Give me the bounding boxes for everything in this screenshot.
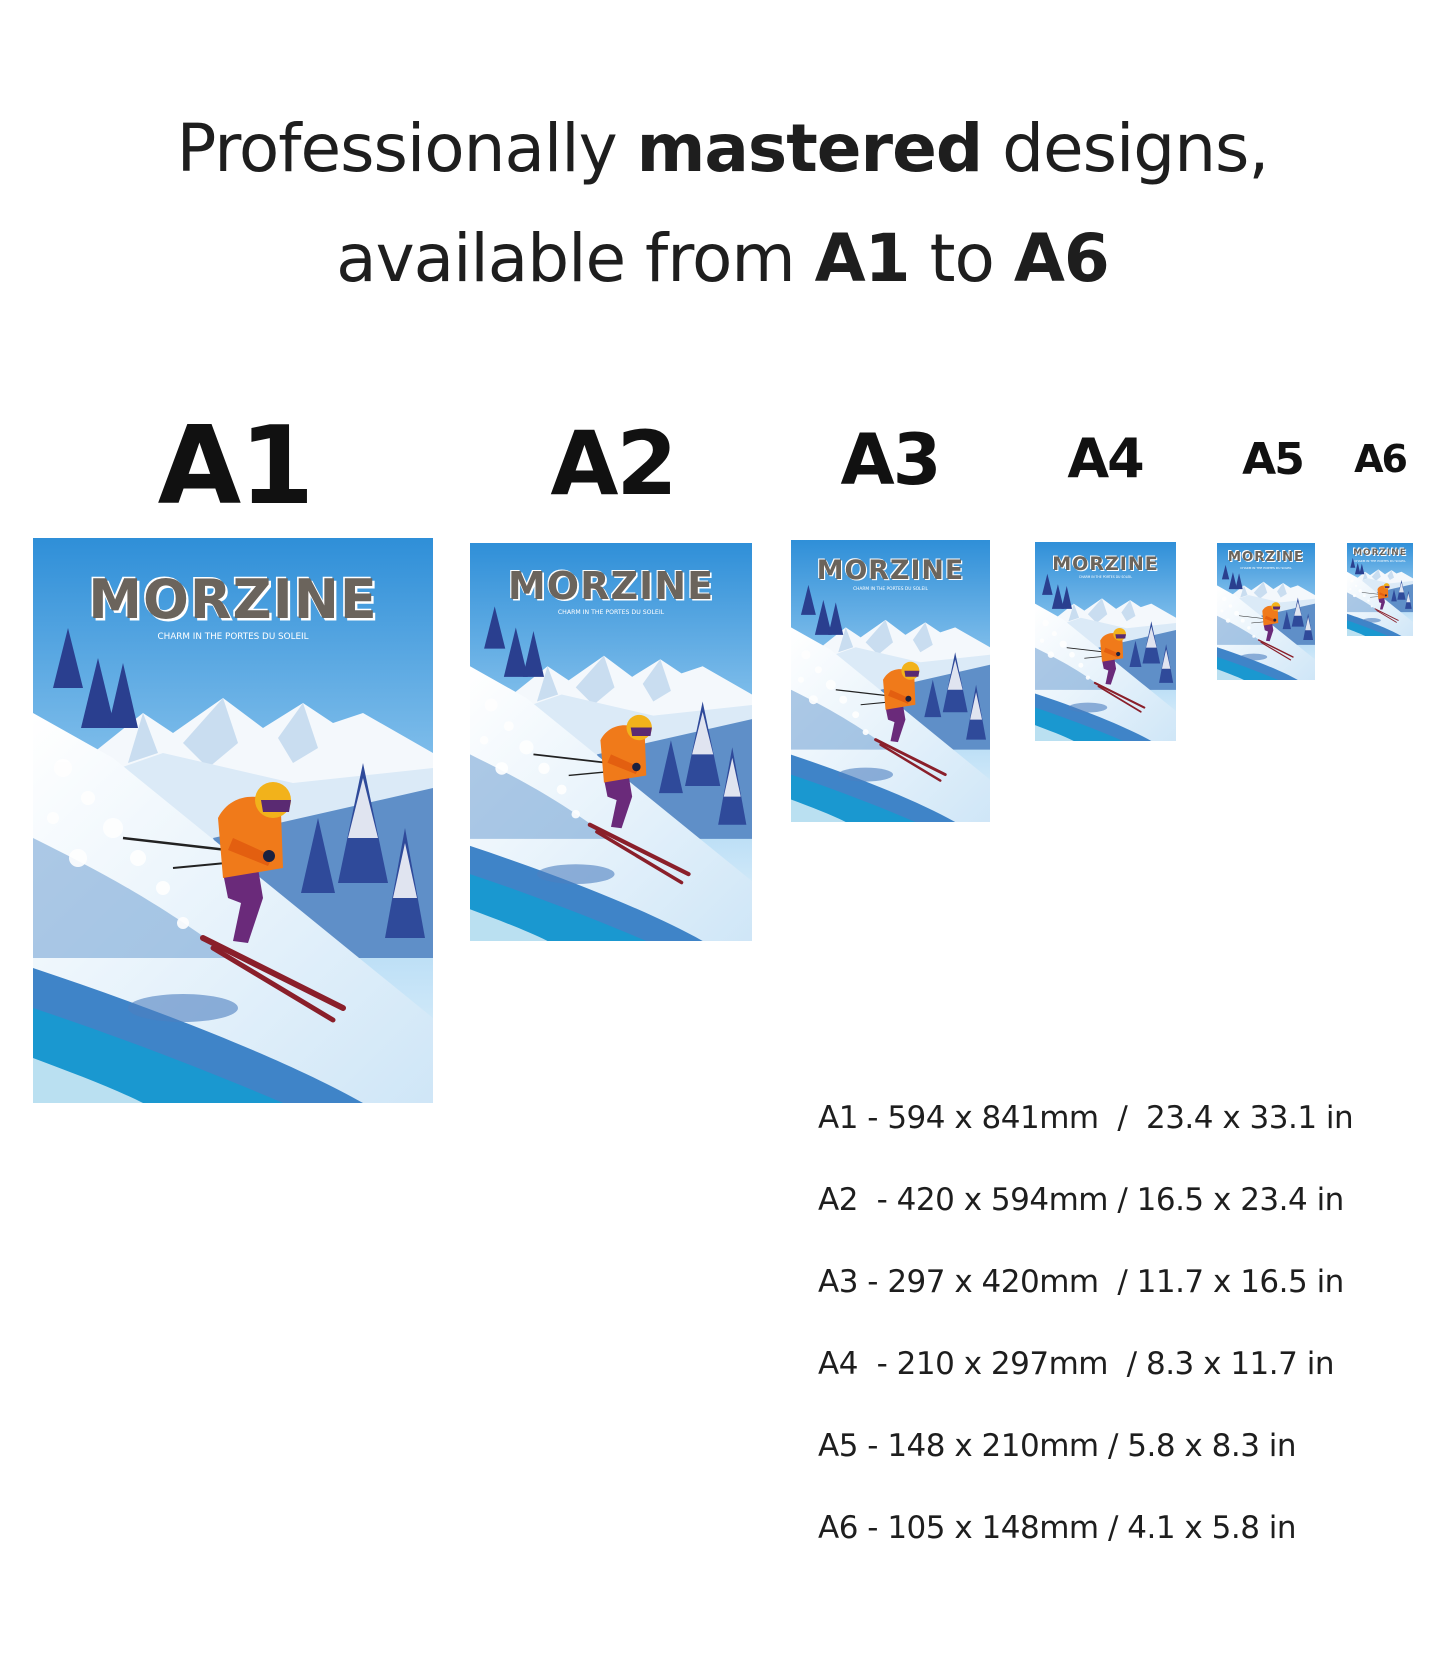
headline-line-1 [0,110,1445,187]
poster-subtitle: CHARM IN THE PORTES DU SOLEIL [157,632,309,642]
poster-title: MORZINE [1227,550,1305,566]
spec-a2: A2 - 420 x 594mm / 16.5 x 23.4 in [818,1182,1344,1218]
headline-emphasis: A1 [814,220,910,297]
poster-title: MORZINE [1353,547,1407,558]
poster-a2 [470,543,752,941]
poster-subtitle: CHARM IN THE PORTES DU SOLEIL [557,609,665,617]
size-label-a4: A4 [1067,427,1143,490]
spec-a1: A1 - 594 x 841mm / 23.4 x 33.1 in [818,1100,1354,1136]
headline-line-2 [0,220,1445,297]
poster-subtitle: CHARM IN THE PORTES DU SOLEIL [1240,566,1292,571]
poster-a4 [1035,542,1176,741]
poster-subtitle: CHARM IN THE PORTES DU SOLEIL [1354,558,1406,563]
poster-a5 [1217,543,1315,680]
headline-emphasis: A6 [1013,220,1109,297]
poster-subtitle: CHARM IN THE PORTES DU SOLEIL [853,586,928,592]
poster-title: MORZINE [88,568,378,631]
poster-a1 [33,538,433,1103]
poster-title: MORZINE [816,554,965,586]
poster-title: MORZINE [507,564,715,609]
poster-a3 [791,540,990,822]
poster-subtitle: CHARM IN THE PORTES DU SOLEIL [1078,575,1133,580]
size-label-a5: A5 [1242,434,1303,485]
size-label-a3: A3 [840,419,940,501]
size-label-a2: A2 [550,412,676,515]
headline-text: available from [336,220,815,297]
headline-text: to [909,220,1014,297]
headline-emphasis: mastered [636,110,983,187]
size-label-a6: A6 [1354,437,1406,481]
spec-a5: A5 - 148 x 210mm / 5.8 x 8.3 in [818,1428,1297,1464]
headline-text: Professionally [176,110,637,187]
spec-a4: A4 - 210 x 297mm / 8.3 x 11.7 in [818,1346,1334,1382]
spec-a6: A6 - 105 x 148mm / 4.1 x 5.8 in [818,1510,1297,1546]
poster-a6 [1347,543,1413,636]
headline-text: designs, [982,110,1269,187]
size-label-a1: A1 [157,404,313,529]
poster-title: MORZINE [1052,552,1159,575]
spec-a3: A3 - 297 x 420mm / 11.7 x 16.5 in [818,1264,1344,1300]
